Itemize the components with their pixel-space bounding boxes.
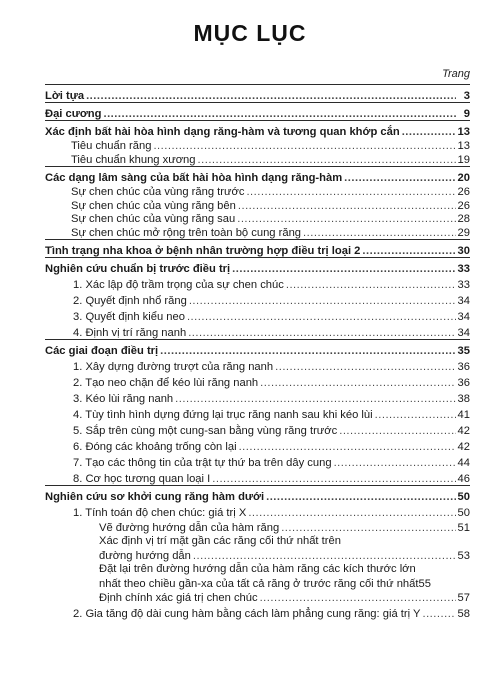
toc-entry-sk1d[interactable]: Định chính xác giá trị chen chúc ..... 57 (45, 590, 470, 605)
toc-entry-sk1c-line1: Đặt lại trên đường hướng dẫn của hàm răng các kích thước lớn (99, 562, 416, 575)
toc-entry-nc2[interactable]: 2. Quyết định nhổ răng ..... 34 (45, 291, 470, 307)
toc-entry-tinh-trang[interactable]: Tình trạng nha khoa ở bệnh nhân trường hợp điều trị loại 2 ..... 30 (45, 239, 470, 257)
toc-entry-gd6[interactable]: 6. Đóng các khoảng trống còn lại ..... 42 (45, 437, 470, 453)
toc-entry-sk2[interactable]: 2. Gia tăng độ dài cung hàm bằng cách làm phẳng cung răng: giá trị Y ..... 58 (45, 604, 470, 620)
toc-entry-su-chen-sau[interactable]: Sự chen chúc của vùng răng sau ..... 28 (45, 212, 470, 226)
toc-entry-gd1[interactable]: 1. Xây dựng đường trượt của răng nanh ..... 36 (45, 357, 470, 373)
toc-entry-cac-dang[interactable]: Các dạng lâm sàng của bất hài hòa hình dạng răng-hàm ..... 20 (45, 166, 470, 184)
toc-entry-sk1b-line2: đường hướng dẫn ..... 53 (99, 548, 470, 562)
toc-entry-nc4[interactable]: 4. Định vị trí răng nanh ..... 34 (45, 323, 470, 339)
table-of-contents (45, 84, 470, 620)
toc-entry-xac-dinh[interactable]: Xác định bất hài hòa hình dạng răng-hàm và tương quan khớp cắn ..... 13 (45, 120, 470, 138)
toc-entry-gd4[interactable]: 4. Tùy tình hình dựng đứng lại trục răng nanh sau khi kéo lùi ..... 41 (45, 405, 470, 421)
toc-entry-tieu-chuan-rang[interactable]: Tiêu chuẩn răng ..... 13 (45, 138, 470, 152)
toc-entry-su-chen-ben[interactable]: Sự chen chúc của vùng răng bên ..... 26 (45, 198, 470, 212)
toc-entry-sk1c-line2: nhất theo chiều gần-xa của tất cả răng ở trước răng cối thứ nhất 55 (99, 577, 431, 590)
toc-entry-gd8[interactable]: 8. Cơ học tương quan loại I ..... 46 (45, 469, 470, 485)
toc-entry-su-chen-toan-bo[interactable]: Sự chen chúc mở rộng trên toàn bộ cung răng ..... 29 (45, 225, 470, 239)
toc-entry-sk1b-line1: Xác định vị trí mặt gần các răng cối thứ nhất trên (99, 534, 341, 547)
toc-entry-nc1[interactable]: 1. Xác lập độ trầm trọng của sự chen chúc ..... 33 (45, 275, 470, 291)
toc-entry-gd7[interactable]: 7. Tạo các thông tin của trật tự thứ ba trên dây cung ..... 44 (45, 453, 470, 469)
toc-entry-sk1b[interactable] (45, 534, 470, 562)
toc-entry-gd2[interactable]: 2. Tạo neo chặn để kéo lùi răng nanh ..... 36 (45, 373, 470, 389)
toc-entry-gd3[interactable]: 3. Kéo lùi răng nanh ..... 38 (45, 389, 470, 405)
page-column-header: Trang (442, 68, 470, 80)
toc-entry-sk1[interactable]: 1. Tính toán độ chen chúc: giá trị X ..... 50 (45, 503, 470, 519)
page-title: MỤC LỤC (193, 20, 307, 46)
toc-entry-nghien-cuu-so-khoi[interactable]: Nghiên cứu sơ khởi cung răng hàm dưới ..... 50 (45, 485, 470, 503)
toc-entry-dai-cuong[interactable]: Đại cương ..... 9 (45, 102, 470, 120)
toc-entry-gd5[interactable]: 5. Sắp trên cùng một cung-san bằng vùng răng trước ..... 42 (45, 421, 470, 437)
toc-entry-nc3[interactable]: 3. Quyết định kiểu neo ..... 34 (45, 307, 470, 323)
toc-entry-sk1c[interactable] (45, 562, 470, 590)
toc-entry-nghien-cuu-chuan-bi[interactable]: Nghiên cứu chuẩn bị trước điều trị ..... 33 (45, 257, 470, 275)
toc-entry-sk1a[interactable]: Vẽ đường hướng dẫn của hàm răng ..... 51 (45, 519, 470, 534)
toc-entry-cac-giai-doan[interactable]: Các giai đoạn điều trị ..... 35 (45, 339, 470, 357)
toc-entry-tieu-chuan-khung[interactable]: Tiêu chuẩn khung xương ..... 19 (45, 152, 470, 166)
toc-entry-su-chen-truoc[interactable]: Sự chen chúc của vùng răng trước ..... 26 (45, 184, 470, 198)
toc-entry-loi-tua[interactable]: Lời tựa ..... 3 (45, 84, 470, 102)
